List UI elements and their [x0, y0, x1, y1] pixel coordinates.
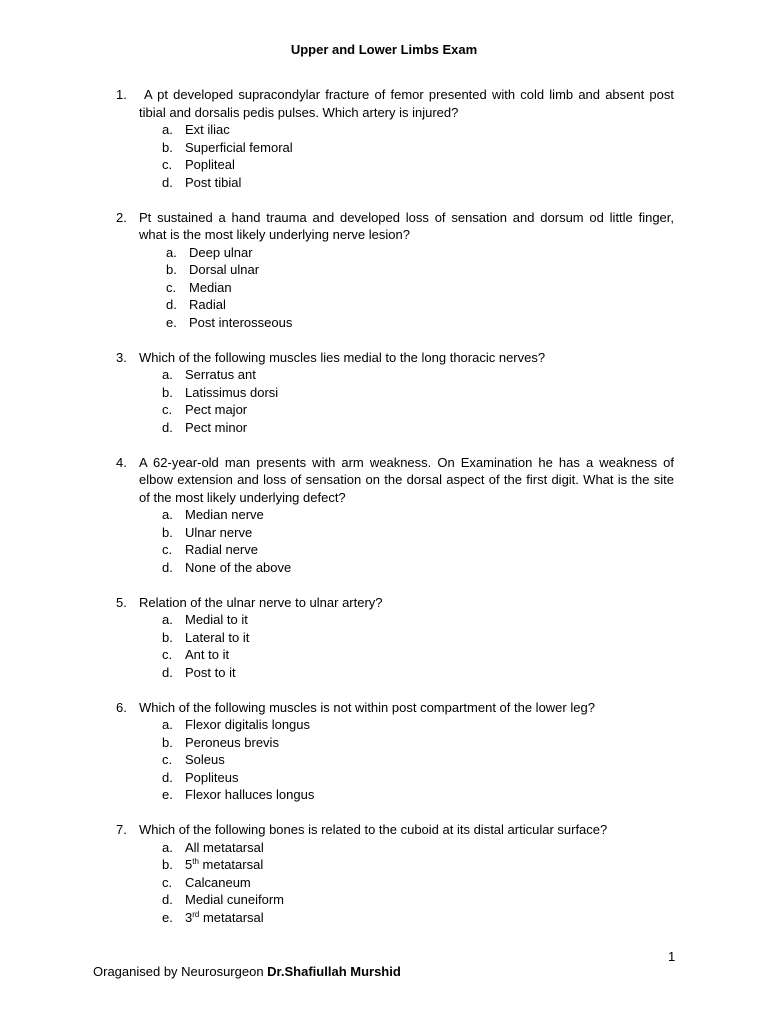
- question-number: 5.: [116, 594, 127, 610]
- option-text: [185, 891, 284, 909]
- option-letter: d.: [162, 559, 173, 575]
- option-text-main: All metatarsal: [185, 839, 264, 855]
- option-list: [0, 716, 768, 804]
- question-1: [0, 86, 768, 191]
- option-text: [185, 384, 278, 402]
- option-item: [0, 664, 768, 682]
- question-3: [0, 349, 768, 437]
- option-text-main: Popliteal: [185, 157, 235, 172]
- option-text-main: Flexor digitalis longus: [185, 717, 311, 732]
- option-text-main: Pect major: [185, 402, 248, 417]
- option-letter: c.: [162, 402, 173, 417]
- question-number: 3.: [116, 349, 127, 365]
- question-text: Which of the following muscles lies medial to the long thoracic nerves?: [139, 349, 546, 365]
- option-item: [0, 751, 768, 769]
- option-text-main: Popliteus: [185, 769, 239, 785]
- option-text: [185, 874, 251, 892]
- option-item: [0, 244, 768, 262]
- question-6: [0, 699, 768, 804]
- option-text: [185, 524, 252, 542]
- option-letter: d.: [162, 769, 173, 785]
- option-text: [185, 121, 230, 139]
- option-item: [0, 314, 768, 332]
- option-letter: b.: [162, 629, 173, 645]
- option-letter: b.: [162, 139, 173, 155]
- option-text: [185, 611, 248, 629]
- option-text: [185, 629, 249, 647]
- option-item: [0, 401, 768, 419]
- option-item: [0, 786, 768, 804]
- option-letter: a.: [162, 717, 173, 732]
- option-letter: c.: [162, 542, 173, 557]
- option-text-main: Radial: [189, 297, 226, 312]
- option-text: [189, 314, 292, 332]
- option-text-main: Median: [189, 279, 232, 295]
- option-text-rest: metatarsal: [198, 857, 264, 872]
- option-letter: c.: [166, 279, 177, 295]
- option-list: [0, 244, 768, 332]
- footer-prefix: Oraganised by Neurosurgeon: [93, 964, 268, 979]
- option-item: [0, 279, 768, 297]
- option-list: [0, 506, 768, 576]
- option-text-main: Medial to it: [185, 612, 248, 627]
- option-item: [0, 909, 768, 927]
- option-letter: c.: [162, 752, 173, 767]
- option-item: [0, 419, 768, 437]
- option-text: [189, 296, 226, 314]
- option-letter: d.: [162, 419, 173, 435]
- option-item: [0, 506, 768, 524]
- option-text-main: Ulnar nerve: [185, 524, 253, 540]
- option-letter: d.: [162, 664, 173, 680]
- option-text: [185, 734, 279, 752]
- option-item: [0, 261, 768, 279]
- option-text-main: Post tibial: [185, 174, 242, 190]
- option-text-main: Ext iliac: [185, 122, 230, 137]
- option-text: [185, 839, 264, 857]
- question-7: [0, 821, 768, 926]
- option-text: [185, 366, 256, 384]
- option-text-main: Soleus: [185, 752, 225, 767]
- option-list: [0, 121, 768, 191]
- ordinal-suffix: rd: [192, 909, 200, 919]
- option-letter: a.: [162, 612, 173, 627]
- option-text: [185, 174, 241, 192]
- option-item: [0, 296, 768, 314]
- option-text-main: Dorsal ulnar: [189, 262, 260, 277]
- question-number: 6.: [116, 699, 127, 715]
- option-text: [185, 541, 258, 559]
- question-text: Relation of the ulnar nerve to ulnar artery?: [139, 594, 383, 610]
- question-4: [0, 454, 768, 577]
- option-text: [185, 506, 264, 524]
- option-text-rest: metatarsal: [199, 909, 264, 925]
- question-text: A pt developed supracondylar fracture of femor presented with cold limb and absent post tibial and dorsalis pedis pulses. Which artery is injured?: [139, 87, 674, 120]
- ordinal-suffix: th: [192, 857, 199, 866]
- option-letter: b.: [166, 262, 177, 277]
- option-text: [185, 559, 291, 577]
- option-item: [0, 629, 768, 647]
- option-letter: d.: [166, 297, 177, 312]
- option-text-main: Ant to it: [185, 647, 230, 662]
- option-text: [185, 716, 310, 734]
- page-number: 1: [668, 949, 676, 964]
- option-text-main: Post to it: [185, 664, 236, 680]
- option-item: [0, 541, 768, 559]
- option-text-main: 3: [185, 909, 193, 925]
- option-letter: c.: [162, 157, 173, 172]
- option-text: [185, 156, 235, 174]
- option-letter: a.: [162, 507, 173, 522]
- option-letter: b.: [162, 734, 173, 750]
- option-letter: d.: [162, 174, 173, 190]
- question-number: 2.: [116, 209, 127, 225]
- question-list: [0, 86, 768, 944]
- option-letter: a.: [166, 244, 177, 260]
- option-text-main: None of the above: [185, 559, 292, 575]
- option-letter: a.: [162, 839, 173, 855]
- option-text-main: Lateral to it: [185, 629, 250, 645]
- question-text: A 62-year-old man presents with arm weakness. On Examination he has a weakness of elbow extension and loss of sensation on the dorsal aspect of the first digit. What is the site of the most likely underlying defect?: [139, 454, 674, 505]
- option-text: [185, 664, 236, 682]
- option-list: [0, 366, 768, 436]
- page-title: Upper and Lower Limbs Exam: [290, 42, 478, 57]
- option-list: [0, 839, 768, 927]
- option-letter: b.: [162, 384, 173, 400]
- option-text-main: Post interosseous: [189, 314, 293, 330]
- question-2: [0, 209, 768, 332]
- option-text: [189, 261, 259, 279]
- option-text-main: Pect minor: [185, 419, 248, 435]
- option-text: [185, 856, 263, 874]
- option-letter: b.: [162, 524, 173, 540]
- question-text: Which of the following bones is related to the cuboid at its distal articular surface?: [139, 822, 608, 837]
- option-letter: e.: [166, 314, 177, 330]
- option-text: [185, 769, 238, 787]
- option-text-main: Peroneus brevis: [185, 734, 279, 750]
- option-text: [185, 401, 247, 419]
- option-letter: c.: [162, 647, 173, 662]
- option-text-main: Calcaneum: [185, 874, 251, 890]
- question-number: 4.: [116, 454, 127, 470]
- option-text: [185, 646, 229, 664]
- option-text-main: Serratus ant: [185, 367, 256, 382]
- option-text: [185, 786, 314, 804]
- option-text-main: Latissimus dorsi: [185, 384, 279, 400]
- option-item: [0, 139, 768, 157]
- question-number: 1.: [116, 87, 127, 102]
- option-letter: c.: [162, 874, 173, 890]
- option-letter: a.: [162, 122, 173, 137]
- option-letter: e.: [162, 787, 173, 802]
- option-item: [0, 384, 768, 402]
- option-item: [0, 366, 768, 384]
- question-5: [0, 594, 768, 682]
- option-text-main: Flexor halluces longus: [185, 787, 315, 802]
- option-item: [0, 646, 768, 664]
- option-text-main: Radial nerve: [185, 542, 258, 557]
- option-text-main: Superficial femoral: [185, 139, 293, 155]
- question-text: Pt sustained a hand trauma and developed loss of sensation and dorsum od little finger, what is the most likely underlying nerve lesion?: [139, 209, 674, 242]
- option-text: [185, 139, 293, 157]
- option-text-main: Median nerve: [185, 507, 264, 522]
- option-item: [0, 874, 768, 892]
- option-item: [0, 856, 768, 874]
- footer: [93, 964, 401, 979]
- option-item: [0, 839, 768, 857]
- option-letter: b.: [162, 857, 173, 872]
- option-item: [0, 121, 768, 139]
- option-item: [0, 891, 768, 909]
- option-item: [0, 524, 768, 542]
- footer-author: Dr.Shafiullah Murshid: [267, 964, 401, 979]
- option-item: [0, 734, 768, 752]
- option-text: [185, 751, 225, 769]
- option-text-main: 5: [185, 857, 193, 872]
- option-text: [189, 244, 253, 262]
- option-text-main: Medial cuneiform: [185, 892, 284, 907]
- option-text-main: Deep ulnar: [189, 244, 253, 260]
- option-item: [0, 559, 768, 577]
- option-list: [0, 611, 768, 681]
- option-item: [0, 174, 768, 192]
- option-text: [189, 279, 232, 297]
- option-item: [0, 611, 768, 629]
- option-text: [185, 909, 264, 927]
- option-item: [0, 716, 768, 734]
- option-letter: a.: [162, 367, 173, 382]
- option-letter: e.: [162, 909, 173, 925]
- option-item: [0, 769, 768, 787]
- question-text: Which of the following muscles is not within post compartment of the lower leg?: [139, 699, 595, 715]
- option-letter: d.: [162, 892, 173, 907]
- option-text: [185, 419, 247, 437]
- option-item: [0, 156, 768, 174]
- question-number: 7.: [116, 822, 127, 837]
